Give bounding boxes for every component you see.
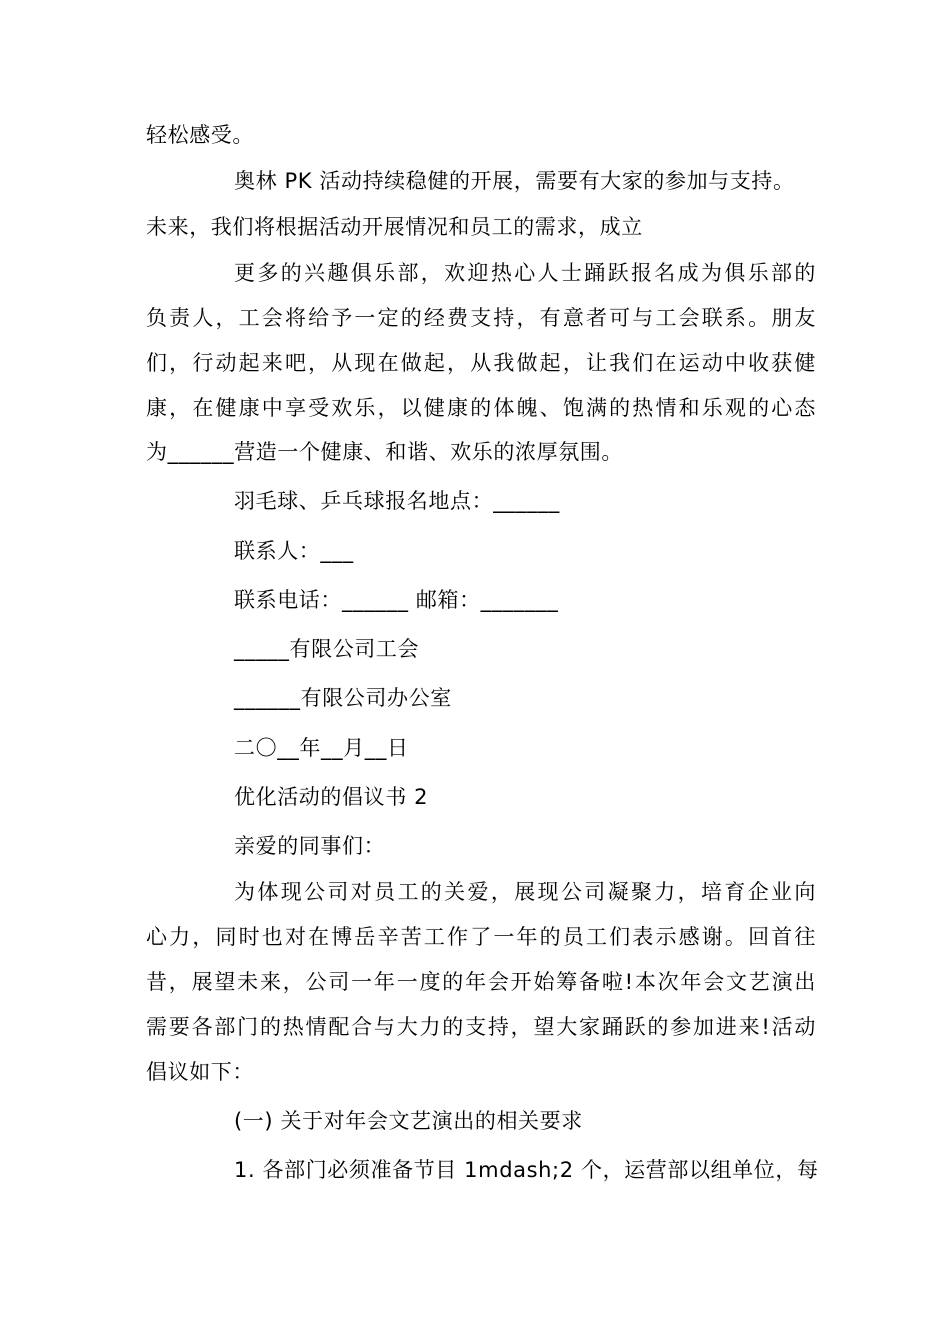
text-line: 为______营造一个健康、和谐、欢乐的浓厚氛围。 [146,440,623,464]
text-line: 们，行动起来吧，从现在做起，从我做起，让我们在运动中收获健 [146,351,816,375]
text-line: 奥林 PK 活动持续稳健的开展，需要有大家的参加与支持。 [234,169,795,193]
text-line: 轻松感受。 [146,123,254,147]
section-heading: 优化活动的倡议书 2 [234,785,429,809]
text-line: 倡议如下： [146,1060,254,1084]
text-line: 需要各部门的热情配合与大力的支持，望大家踊跃的参加进来!活动 [146,1015,816,1039]
text-line: 未来，我们将根据活动开展情况和员工的需求，成立 [146,215,643,239]
text-line: 二〇__年__月__日 [234,736,409,760]
text-line: _____有限公司工会 [234,637,420,661]
text-line: 康，在健康中享受欢乐，以健康的体魄、饱满的热情和乐观的心态 [146,396,816,420]
text-line: 心力，同时也对在博岳辛苦工作了一年的员工们表示感谢。回首往 [146,925,816,949]
text-line: 负责人，工会将给予一定的经费支持，有意者可与工会联系。朋友 [146,306,816,330]
text-line: (一) 关于对年会文艺演出的相关要求 [234,1109,583,1133]
text-line: 昔，展望未来，公司一年一度的年会开始筹备啦!本次年会文艺演出 [146,970,816,994]
text-line: 更多的兴趣俱乐部，欢迎热心人士踊跃报名成为俱乐部的 [234,261,816,285]
text-line: 羽毛球、乒乓球报名地点：______ [234,489,560,513]
text-line: 为体现公司对员工的关爱，展现公司凝聚力，培育企业向 [234,880,816,904]
text-line: 1. 各部门必须准备节目 1mdash;2 个，运营部以组单位，每 [234,1158,819,1182]
text-line: 联系电话：______ 邮箱：_______ [234,588,559,612]
text-line: 联系人：___ [234,539,354,563]
salutation: 亲爱的同事们： [234,834,386,858]
text-line: ______有限公司办公室 [234,686,452,710]
